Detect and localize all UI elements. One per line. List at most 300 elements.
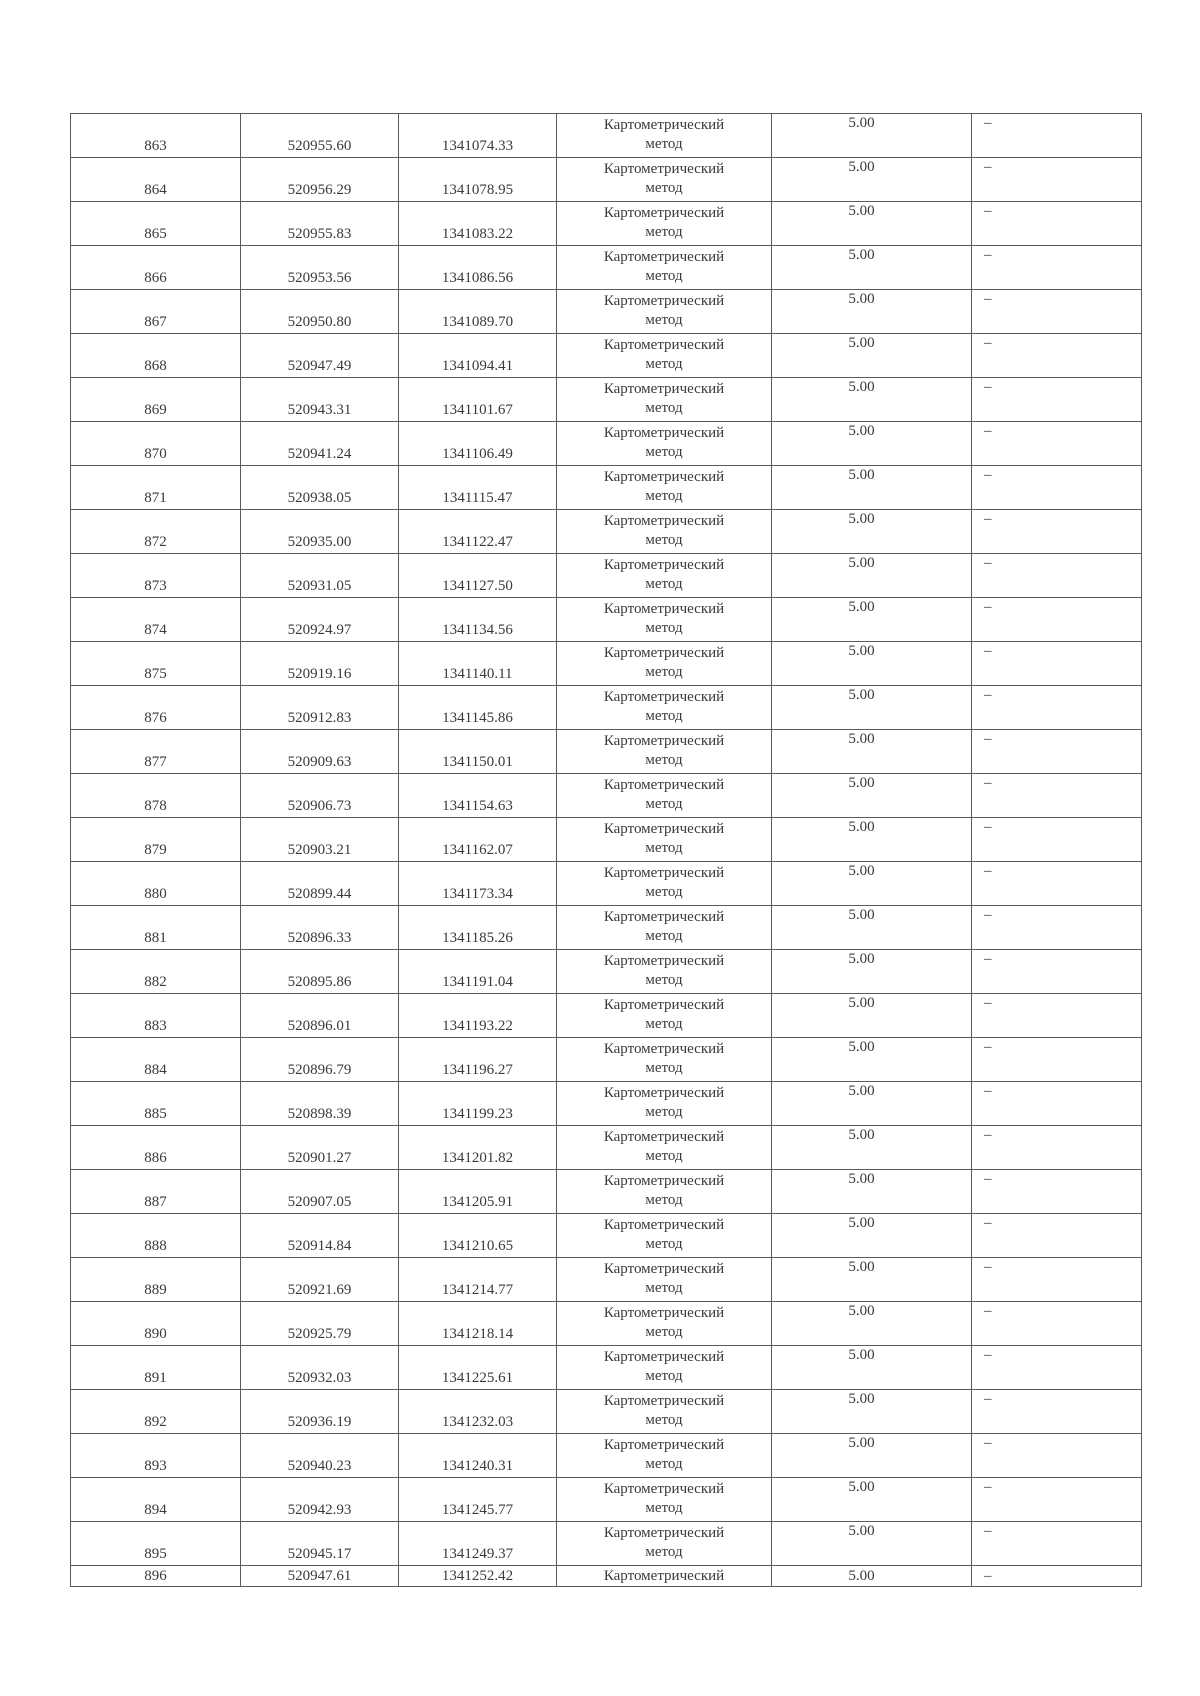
- method-cell: [557, 906, 772, 950]
- x-coordinate-cell: 520921.69: [241, 1258, 399, 1302]
- accuracy-cell: 5.00: [772, 158, 972, 202]
- y-coordinate-cell: 1341145.86: [399, 686, 557, 730]
- method-cell: [557, 158, 772, 202]
- description-cell: –: [972, 202, 1142, 246]
- method-cell: [557, 378, 772, 422]
- method-line-2: метод: [645, 1368, 683, 1384]
- method-line-1: Картометрический: [603, 645, 725, 661]
- method-cell: [557, 466, 772, 510]
- method-cell: [557, 1214, 772, 1258]
- table-row: [71, 1038, 1142, 1082]
- description-cell: –: [972, 114, 1142, 158]
- description-cell: –: [972, 158, 1142, 202]
- description-cell: –: [972, 686, 1142, 730]
- method-cell: [557, 510, 772, 554]
- accuracy-cell: 5.00: [772, 1082, 972, 1126]
- y-coordinate-cell: 1341086.56: [399, 246, 557, 290]
- table-row: [71, 466, 1142, 510]
- description-cell: –: [972, 1038, 1142, 1082]
- point-number-cell: 883: [71, 994, 241, 1038]
- table-row: [71, 950, 1142, 994]
- accuracy-cell: 5.00: [772, 1434, 972, 1478]
- coordinates-table-body: [71, 114, 1142, 1587]
- accuracy-cell: 5.00: [772, 1478, 972, 1522]
- method-line-2: метод: [645, 1456, 683, 1472]
- table-row: [71, 114, 1142, 158]
- x-coordinate-cell: 520912.83: [241, 686, 399, 730]
- method-line-2: метод: [645, 224, 683, 240]
- method-line-2: метод: [645, 136, 683, 152]
- point-number-cell: 896: [71, 1566, 241, 1587]
- x-coordinate-cell: 520942.93: [241, 1478, 399, 1522]
- method-line-2: метод: [645, 1104, 683, 1120]
- method-cell: [557, 1566, 772, 1587]
- description-cell: –: [972, 1434, 1142, 1478]
- point-number-cell: 878: [71, 774, 241, 818]
- x-coordinate-cell: 520936.19: [241, 1390, 399, 1434]
- accuracy-cell: 5.00: [772, 1566, 972, 1587]
- description-cell: –: [972, 862, 1142, 906]
- accuracy-cell: 5.00: [772, 1214, 972, 1258]
- point-number-cell: 884: [71, 1038, 241, 1082]
- accuracy-cell: 5.00: [772, 774, 972, 818]
- y-coordinate-cell: 1341225.61: [399, 1346, 557, 1390]
- method-line-2: метод: [645, 664, 683, 680]
- method-line-2: метод: [645, 928, 683, 944]
- x-coordinate-cell: 520935.00: [241, 510, 399, 554]
- method-line-1: Картометрический: [603, 1217, 725, 1233]
- point-number-cell: 868: [71, 334, 241, 378]
- table-row: [71, 290, 1142, 334]
- method-line-1: Картометрический: [603, 1393, 725, 1409]
- method-cell: [557, 1302, 772, 1346]
- point-number-cell: 867: [71, 290, 241, 334]
- method-line-2: метод: [645, 532, 683, 548]
- method-line-1: Картометрический: [603, 381, 725, 397]
- point-number-cell: 866: [71, 246, 241, 290]
- y-coordinate-cell: 1341252.42: [399, 1566, 557, 1587]
- method-line-2: метод: [645, 752, 683, 768]
- method-line-1: Картометрический: [603, 601, 725, 617]
- point-number-cell: 864: [71, 158, 241, 202]
- point-number-cell: 887: [71, 1170, 241, 1214]
- description-cell: –: [972, 818, 1142, 862]
- description-cell: –: [972, 994, 1142, 1038]
- method-line-2: метод: [645, 1016, 683, 1032]
- point-number-cell: 869: [71, 378, 241, 422]
- y-coordinate-cell: 1341122.47: [399, 510, 557, 554]
- x-coordinate-cell: 520896.79: [241, 1038, 399, 1082]
- y-coordinate-cell: 1341150.01: [399, 730, 557, 774]
- x-coordinate-cell: 520938.05: [241, 466, 399, 510]
- method-line-1: Картометрический: [603, 777, 725, 793]
- method-line-1: Картометрический: [603, 733, 725, 749]
- accuracy-cell: 5.00: [772, 290, 972, 334]
- accuracy-cell: 5.00: [772, 906, 972, 950]
- description-cell: –: [972, 290, 1142, 334]
- table-row: [71, 334, 1142, 378]
- y-coordinate-cell: 1341173.34: [399, 862, 557, 906]
- accuracy-cell: 5.00: [772, 202, 972, 246]
- method-line-2: метод: [645, 840, 683, 856]
- accuracy-cell: 5.00: [772, 1038, 972, 1082]
- x-coordinate-cell: 520941.24: [241, 422, 399, 466]
- point-number-cell: 892: [71, 1390, 241, 1434]
- x-coordinate-cell: 520950.80: [241, 290, 399, 334]
- method-line-1: Картометрический: [603, 1085, 725, 1101]
- method-line-2: метод: [645, 400, 683, 416]
- method-cell: [557, 246, 772, 290]
- method-line-1: Картометрический: [603, 997, 725, 1013]
- accuracy-cell: 5.00: [772, 334, 972, 378]
- table-row: [71, 158, 1142, 202]
- description-cell: –: [972, 334, 1142, 378]
- method-line-1: Картометрический: [603, 1305, 725, 1321]
- accuracy-cell: 5.00: [772, 1126, 972, 1170]
- method-line-1: Картометрический: [603, 513, 725, 529]
- method-cell: [557, 1082, 772, 1126]
- method-cell: [557, 422, 772, 466]
- method-line-1: Картометрический: [603, 953, 725, 969]
- method-cell: [557, 642, 772, 686]
- point-number-cell: 889: [71, 1258, 241, 1302]
- accuracy-cell: 5.00: [772, 862, 972, 906]
- table-row: [71, 906, 1142, 950]
- method-line-1: Картометрический: [603, 821, 725, 837]
- method-cell: [557, 290, 772, 334]
- x-coordinate-cell: 520932.03: [241, 1346, 399, 1390]
- y-coordinate-cell: 1341074.33: [399, 114, 557, 158]
- accuracy-cell: 5.00: [772, 466, 972, 510]
- x-coordinate-cell: 520924.97: [241, 598, 399, 642]
- table-row: [71, 1478, 1142, 1522]
- accuracy-cell: 5.00: [772, 246, 972, 290]
- method-cell: [557, 1038, 772, 1082]
- method-line-1: Картометрический: [603, 909, 725, 925]
- method-line-2: метод: [645, 356, 683, 372]
- accuracy-cell: 5.00: [772, 1170, 972, 1214]
- coordinates-table: [70, 113, 1142, 1587]
- table-row: [71, 378, 1142, 422]
- table-row: [71, 1346, 1142, 1390]
- table-row: [71, 1434, 1142, 1478]
- accuracy-cell: 5.00: [772, 510, 972, 554]
- y-coordinate-cell: 1341078.95: [399, 158, 557, 202]
- method-cell: [557, 1346, 772, 1390]
- y-coordinate-cell: 1341089.70: [399, 290, 557, 334]
- point-number-cell: 895: [71, 1522, 241, 1566]
- table-row: [71, 686, 1142, 730]
- x-coordinate-cell: 520906.73: [241, 774, 399, 818]
- y-coordinate-cell: 1341201.82: [399, 1126, 557, 1170]
- y-coordinate-cell: 1341106.49: [399, 422, 557, 466]
- method-cell: [557, 862, 772, 906]
- point-number-cell: 871: [71, 466, 241, 510]
- y-coordinate-cell: 1341140.11: [399, 642, 557, 686]
- y-coordinate-cell: 1341101.67: [399, 378, 557, 422]
- method-cell: [557, 994, 772, 1038]
- description-cell: –: [972, 510, 1142, 554]
- x-coordinate-cell: 520914.84: [241, 1214, 399, 1258]
- table-row: [71, 642, 1142, 686]
- accuracy-cell: 5.00: [772, 1522, 972, 1566]
- description-cell: –: [972, 1258, 1142, 1302]
- description-cell: –: [972, 1170, 1142, 1214]
- y-coordinate-cell: 1341205.91: [399, 1170, 557, 1214]
- point-number-cell: 893: [71, 1434, 241, 1478]
- table-row: [71, 1170, 1142, 1214]
- method-cell: [557, 1478, 772, 1522]
- x-coordinate-cell: 520898.39: [241, 1082, 399, 1126]
- description-cell: –: [972, 554, 1142, 598]
- x-coordinate-cell: 520947.49: [241, 334, 399, 378]
- table-row: [71, 246, 1142, 290]
- method-line-2: метод: [645, 576, 683, 592]
- point-number-cell: 872: [71, 510, 241, 554]
- method-cell: [557, 1126, 772, 1170]
- description-cell: –: [972, 642, 1142, 686]
- method-cell: [557, 334, 772, 378]
- description-cell: –: [972, 906, 1142, 950]
- y-coordinate-cell: 1341193.22: [399, 994, 557, 1038]
- x-coordinate-cell: 520901.27: [241, 1126, 399, 1170]
- table-row: [71, 422, 1142, 466]
- accuracy-cell: 5.00: [772, 114, 972, 158]
- method-line-2: метод: [645, 1060, 683, 1076]
- accuracy-cell: 5.00: [772, 686, 972, 730]
- method-line-2: метод: [645, 1324, 683, 1340]
- method-line-1: Картометрический: [603, 161, 725, 177]
- y-coordinate-cell: 1341191.04: [399, 950, 557, 994]
- method-cell: [557, 554, 772, 598]
- y-coordinate-cell: 1341115.47: [399, 466, 557, 510]
- method-cell: [557, 598, 772, 642]
- method-line-1: Картометрический: [603, 1481, 725, 1497]
- description-cell: –: [972, 1126, 1142, 1170]
- x-coordinate-cell: 520956.29: [241, 158, 399, 202]
- description-cell: –: [972, 1478, 1142, 1522]
- description-cell: –: [972, 1390, 1142, 1434]
- method-line-2: метод: [645, 180, 683, 196]
- accuracy-cell: 5.00: [772, 598, 972, 642]
- method-line-1: Картометрический: [603, 1041, 725, 1057]
- y-coordinate-cell: 1341083.22: [399, 202, 557, 246]
- description-cell: –: [972, 1082, 1142, 1126]
- table-row: [71, 774, 1142, 818]
- method-line-1: Картометрический: [603, 337, 725, 353]
- method-line-1: Картометрический: [603, 1173, 725, 1189]
- method-line-2: метод: [645, 268, 683, 284]
- table-row: [71, 1390, 1142, 1434]
- method-line-1: Картометрический: [603, 1525, 725, 1541]
- description-cell: –: [972, 378, 1142, 422]
- description-cell: –: [972, 422, 1142, 466]
- point-number-cell: 880: [71, 862, 241, 906]
- x-coordinate-cell: 520919.16: [241, 642, 399, 686]
- method-cell: [557, 1434, 772, 1478]
- point-number-cell: 865: [71, 202, 241, 246]
- x-coordinate-cell: 520899.44: [241, 862, 399, 906]
- x-coordinate-cell: 520909.63: [241, 730, 399, 774]
- method-line-2: метод: [645, 796, 683, 812]
- description-cell: –: [972, 774, 1142, 818]
- method-line-1: Картометрический: [603, 249, 725, 265]
- x-coordinate-cell: 520955.60: [241, 114, 399, 158]
- accuracy-cell: 5.00: [772, 1302, 972, 1346]
- y-coordinate-cell: 1341210.65: [399, 1214, 557, 1258]
- accuracy-cell: 5.00: [772, 1258, 972, 1302]
- table-row: [71, 1258, 1142, 1302]
- point-number-cell: 881: [71, 906, 241, 950]
- y-coordinate-cell: 1341249.37: [399, 1522, 557, 1566]
- description-cell: –: [972, 598, 1142, 642]
- method-line-2: метод: [645, 444, 683, 460]
- method-line-2: метод: [645, 1192, 683, 1208]
- accuracy-cell: 5.00: [772, 818, 972, 862]
- method-line-1: Картометрический: [603, 1129, 725, 1145]
- x-coordinate-cell: 520945.17: [241, 1522, 399, 1566]
- x-coordinate-cell: 520955.83: [241, 202, 399, 246]
- table-row: [71, 862, 1142, 906]
- table-row: [71, 1566, 1142, 1587]
- method-cell: [557, 202, 772, 246]
- point-number-cell: 877: [71, 730, 241, 774]
- point-number-cell: 886: [71, 1126, 241, 1170]
- table-row: [71, 1214, 1142, 1258]
- point-number-cell: 894: [71, 1478, 241, 1522]
- x-coordinate-cell: 520896.33: [241, 906, 399, 950]
- y-coordinate-cell: 1341240.31: [399, 1434, 557, 1478]
- accuracy-cell: 5.00: [772, 1390, 972, 1434]
- y-coordinate-cell: 1341162.07: [399, 818, 557, 862]
- point-number-cell: 879: [71, 818, 241, 862]
- method-line-2: метод: [645, 1236, 683, 1252]
- method-line-2: метод: [645, 1544, 683, 1560]
- method-line-1: Картометрический: [603, 865, 725, 881]
- method-cell: [557, 1258, 772, 1302]
- point-number-cell: 870: [71, 422, 241, 466]
- method-cell: [557, 1390, 772, 1434]
- y-coordinate-cell: 1341185.26: [399, 906, 557, 950]
- table-row: [71, 818, 1142, 862]
- description-cell: –: [972, 730, 1142, 774]
- description-cell: –: [972, 1522, 1142, 1566]
- method-line-1: Картометрический: [603, 205, 725, 221]
- table-row: [71, 1126, 1142, 1170]
- point-number-cell: 891: [71, 1346, 241, 1390]
- y-coordinate-cell: 1341134.56: [399, 598, 557, 642]
- method-line-1: Картометрический: [603, 117, 725, 133]
- method-cell: [557, 686, 772, 730]
- description-cell: –: [972, 246, 1142, 290]
- description-cell: –: [972, 1566, 1142, 1587]
- method-line-1: Картометрический: [603, 1437, 725, 1453]
- method-cell: [557, 114, 772, 158]
- point-number-cell: 888: [71, 1214, 241, 1258]
- method-line-2: метод: [645, 884, 683, 900]
- point-number-cell: 875: [71, 642, 241, 686]
- x-coordinate-cell: 520903.21: [241, 818, 399, 862]
- x-coordinate-cell: 520940.23: [241, 1434, 399, 1478]
- method-line-1: Картометрический: [603, 1349, 725, 1365]
- accuracy-cell: 5.00: [772, 730, 972, 774]
- method-line-2: метод: [645, 1500, 683, 1516]
- accuracy-cell: 5.00: [772, 994, 972, 1038]
- y-coordinate-cell: 1341127.50: [399, 554, 557, 598]
- point-number-cell: 890: [71, 1302, 241, 1346]
- y-coordinate-cell: 1341199.23: [399, 1082, 557, 1126]
- table-row: [71, 730, 1142, 774]
- method-cell: [557, 774, 772, 818]
- y-coordinate-cell: 1341214.77: [399, 1258, 557, 1302]
- x-coordinate-cell: 520895.86: [241, 950, 399, 994]
- x-coordinate-cell: 520907.05: [241, 1170, 399, 1214]
- description-cell: –: [972, 466, 1142, 510]
- method-line-2: метод: [645, 312, 683, 328]
- y-coordinate-cell: 1341154.63: [399, 774, 557, 818]
- x-coordinate-cell: 520943.31: [241, 378, 399, 422]
- accuracy-cell: 5.00: [772, 950, 972, 994]
- table-row: [71, 994, 1142, 1038]
- y-coordinate-cell: 1341094.41: [399, 334, 557, 378]
- method-line-2: метод: [645, 1280, 683, 1296]
- point-number-cell: 885: [71, 1082, 241, 1126]
- table-row: [71, 598, 1142, 642]
- x-coordinate-cell: 520931.05: [241, 554, 399, 598]
- method-line-2: метод: [645, 620, 683, 636]
- accuracy-cell: 5.00: [772, 554, 972, 598]
- point-number-cell: 882: [71, 950, 241, 994]
- x-coordinate-cell: 520947.61: [241, 1566, 399, 1587]
- point-number-cell: 874: [71, 598, 241, 642]
- table-row: [71, 1522, 1142, 1566]
- description-cell: –: [972, 1302, 1142, 1346]
- method-line-1: Картометрический: [603, 1261, 725, 1277]
- method-line-1: Картометрический: [603, 1568, 725, 1584]
- y-coordinate-cell: 1341245.77: [399, 1478, 557, 1522]
- description-cell: –: [972, 1346, 1142, 1390]
- method-line-1: Картометрический: [603, 293, 725, 309]
- method-cell: [557, 1522, 772, 1566]
- point-number-cell: 873: [71, 554, 241, 598]
- method-cell: [557, 730, 772, 774]
- table-row: [71, 510, 1142, 554]
- method-cell: [557, 818, 772, 862]
- y-coordinate-cell: 1341196.27: [399, 1038, 557, 1082]
- method-cell: [557, 950, 772, 994]
- accuracy-cell: 5.00: [772, 422, 972, 466]
- accuracy-cell: 5.00: [772, 378, 972, 422]
- method-line-2: метод: [645, 972, 683, 988]
- table-row: [71, 1082, 1142, 1126]
- y-coordinate-cell: 1341218.14: [399, 1302, 557, 1346]
- method-line-2: метод: [645, 1412, 683, 1428]
- x-coordinate-cell: 520896.01: [241, 994, 399, 1038]
- method-line-2: метод: [645, 1148, 683, 1164]
- x-coordinate-cell: 520925.79: [241, 1302, 399, 1346]
- description-cell: –: [972, 1214, 1142, 1258]
- point-number-cell: 876: [71, 686, 241, 730]
- method-line-1: Картометрический: [603, 469, 725, 485]
- y-coordinate-cell: 1341232.03: [399, 1390, 557, 1434]
- method-line-2: метод: [645, 708, 683, 724]
- accuracy-cell: 5.00: [772, 1346, 972, 1390]
- accuracy-cell: 5.00: [772, 642, 972, 686]
- table-row: [71, 554, 1142, 598]
- method-line-1: Картометрический: [603, 557, 725, 573]
- table-row: [71, 1302, 1142, 1346]
- table-row: [71, 202, 1142, 246]
